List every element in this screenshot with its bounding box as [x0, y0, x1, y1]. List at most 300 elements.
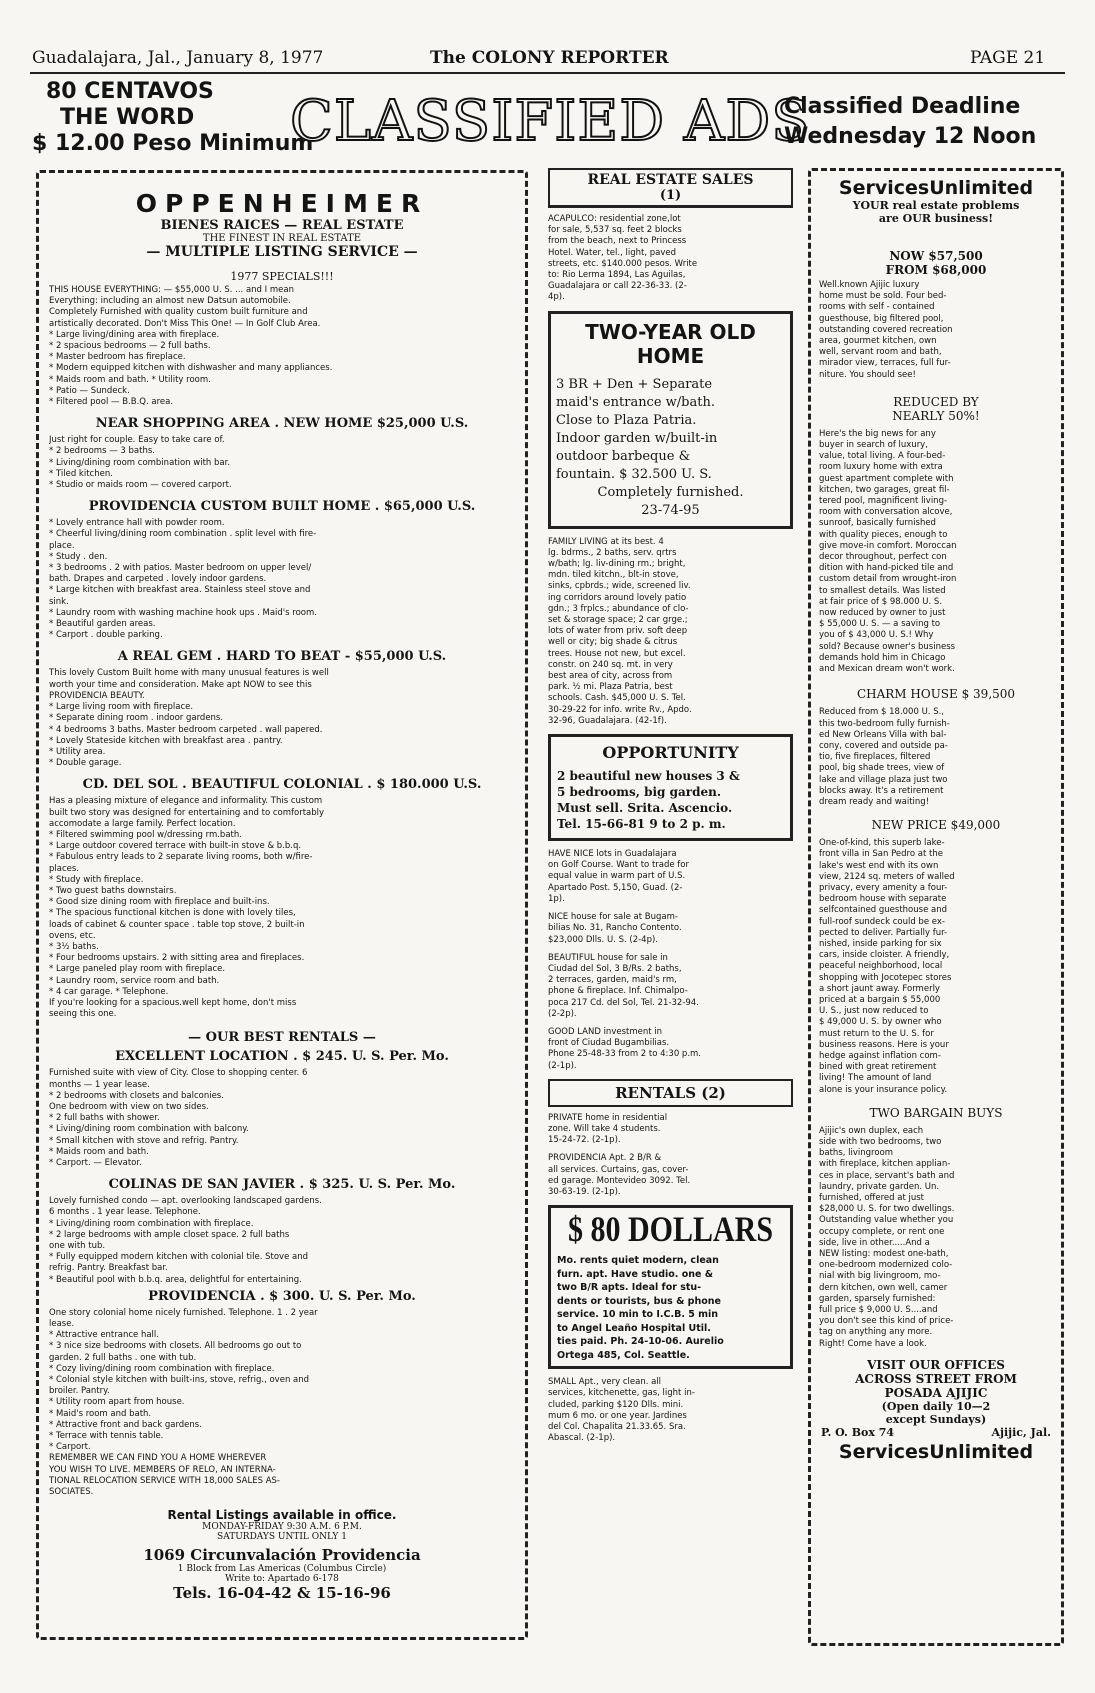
visit-line3: POSADA AJIJIC — [884, 1385, 988, 1400]
special-ad-5 — [49, 796, 515, 1020]
ad-line: * Patio — Sundeck. — [49, 385, 130, 396]
ad-line: now reduced by owner to just — [819, 608, 946, 619]
ad-line: * Utility room apart from house. — [49, 1397, 185, 1408]
rental-ad-3 — [49, 1308, 515, 1498]
ad-line: 23-74-95 — [641, 502, 700, 518]
ad-line: mum 6 mo. or one year. Jardines — [548, 1410, 687, 1421]
ad-line: phone & fireplace. Inf. Chimalpo- — [548, 986, 688, 997]
listing-nice-house — [548, 912, 793, 946]
ad-line: kitchen, two garages, great fil- — [819, 484, 950, 495]
ad-line: * 2 bedrooms — 3 baths. — [49, 446, 155, 457]
ad-line: front villa in San Pedro at the — [819, 849, 943, 860]
rate-line3: $ 12.00 Peso Minimum — [32, 131, 314, 156]
ad-line: maid's entrance w/bath. — [556, 394, 715, 410]
ad-line: * Modern equipped kitchen with dishwasher and many appliances. — [49, 363, 333, 374]
listing-heading: PROVIDENCIA CUSTOM BUILT HOME . $65,000 U.S. — [88, 499, 476, 515]
ad-title: TWO-YEAR OLD HOME — [585, 319, 756, 368]
ad-line: 1p). — [548, 893, 565, 904]
ad-line: bath. Drapes and carpeted . lovely indoor gardens. — [49, 574, 267, 585]
ad-line: place. — [49, 540, 75, 551]
ad-line: NICE house for sale at Bugam- — [548, 912, 678, 923]
ad-line: 6 months . 1 year lease. Telephone. — [49, 1207, 201, 1218]
ad-line: ces in place, servant's bath and — [819, 1170, 955, 1181]
ad-line: furn. apt. Have studio. one & — [557, 1268, 714, 1280]
page-number: PAGE 21 — [970, 48, 1046, 68]
ad-line: all services. Curtains, gas, cover- — [548, 1164, 689, 1175]
ad-line: * Lovely Stateside kitchen with breakfast area . pantry. — [49, 735, 283, 746]
ad-line: * Maids room and bath. * Utility room. — [49, 374, 211, 385]
ad-line: $28,000 U. S. for two dwellings. — [819, 1204, 955, 1215]
ad-line: months — 1 year lease. — [49, 1079, 150, 1090]
new-price-heading: NEW PRICE $49,000 — [871, 818, 1001, 833]
ad-line: * Two guest baths downstairs. — [49, 885, 177, 896]
ad-line: at fair price of $ 98.000 U. S. — [819, 596, 943, 607]
ad-line: Abascal. (2-1p). — [548, 1433, 616, 1444]
office-saturdays: SATURDAYS UNTIL ONLY 1 — [217, 1532, 347, 1543]
ad-line: * Large living room with fireplace. — [49, 702, 194, 713]
ad-line: gdn.; 3 frplcs.; abundance of clo- — [548, 603, 689, 614]
deadline-line2: Wednesday 12 Noon — [784, 124, 1037, 149]
real-estate-sales-header — [548, 168, 793, 208]
ad-line: dents or tourists, bus & phone — [557, 1295, 721, 1307]
ad-line: pool, big shade trees, view of — [819, 763, 945, 774]
ad-line: accomodate a large family. Perfect location. — [49, 818, 236, 829]
ad-line: seeing this one. — [49, 1009, 117, 1020]
ad-line: GOOD LAND investment in — [548, 1026, 663, 1037]
ad-line: 2 terraces, garden, maid's rm, — [548, 975, 677, 986]
ad-line: * 3 bedrooms . 2 with patios. Master bedroom on upper level/ — [49, 563, 312, 574]
ad-line: * Filtered swimming pool w/dressing rm.bath. — [49, 829, 242, 840]
ad-line: blocks away. It's a retirement — [819, 785, 944, 796]
ad-line: priced at a bargain $ 55,000 — [819, 994, 941, 1005]
ad-line: 4p). — [548, 292, 565, 303]
ad-line: * Carport. — [49, 1442, 91, 1453]
ad-line: peaceful neighborhood, local — [819, 961, 943, 972]
ad-line: HAVE NICE lots in Guadalajara — [548, 849, 677, 860]
oppenheimer-sub1: BIENES RAICES — REAL ESTATE — [160, 218, 404, 233]
special-ad-2 — [49, 435, 515, 491]
ad-line: services, kitchenette, gas, light in- — [548, 1388, 695, 1399]
ad-line: PRIVATE home in residential — [548, 1112, 668, 1123]
ad-line: ed garage. Montevideo 3092. Tel. — [548, 1175, 691, 1186]
ad-line: shopping with Jocotepec stores — [819, 972, 952, 983]
eighty-dollars-ad — [548, 1205, 793, 1369]
ad-line: room luxury home with extra — [819, 462, 943, 473]
ad-line: 30-63-19. (2-1p). — [548, 1186, 621, 1197]
ad-line: * Cheerful living/dining room combination . split level with fire- — [49, 529, 317, 540]
ad-line: ACAPULCO: residential zone,lot — [548, 214, 681, 224]
ad-line: Here's the big news for any — [819, 428, 936, 439]
ad-line: side, live in other.....And a — [819, 1237, 930, 1248]
ad-title: OPPORTUNITY — [602, 743, 739, 763]
ad-line: lots of water from priv. soft deep — [548, 626, 688, 637]
ad-line: one with tub. — [49, 1241, 106, 1252]
ad-line: bilias No. 31, Rancho Contento. — [548, 923, 682, 934]
open-hours: (Open daily 10—2 — [881, 1399, 991, 1413]
ad-line: Just right for couple. Easy to take care of. — [49, 435, 225, 446]
ad-line: lake's west end with its own — [819, 860, 939, 871]
ad-line: view, 2124 sq. meters of walled — [819, 871, 955, 882]
ad-line: tio, five fireplaces, filtered — [819, 752, 931, 763]
ad-line: ing corridors around lovely patio — [548, 592, 687, 603]
ad-line: hedge against inflation com- — [819, 1050, 941, 1061]
ad-line: Outstanding value whether you — [819, 1215, 954, 1226]
ad-line: * Large living/dining area with fireplace. — [49, 329, 220, 340]
ad-line: front of Ciudad Bugambilias. — [548, 1038, 670, 1049]
ad-line: loads of cabinet & counter space . table top stove, 2 built-in — [49, 919, 305, 930]
ad-line: del Col. Chapalita 21.33.65. Sra. — [548, 1421, 686, 1432]
ad-line: room with conversation alcove, — [819, 507, 953, 518]
listing-heading: CD. DEL SOL . BEAUTIFUL COLONIAL . $ 180.000 U.S. — [82, 777, 482, 793]
ad-line: Well.known Ajijic luxury — [819, 280, 920, 290]
ad-line: pected to deliver. Partially fur- — [819, 927, 948, 938]
ad-line: Phone 25-48-33 from 2 to 4:30 p.m. — [548, 1049, 702, 1060]
ad-line: trees. House not new, but excel. — [548, 648, 686, 659]
ad-line: * Lovely entrance hall with powder room. — [49, 518, 225, 529]
ad-line: * 2 large bedrooms with ample closet space. 2 full baths — [49, 1229, 290, 1240]
ad-line: * Maid's room and bath. — [49, 1408, 152, 1419]
ad-line: * Living/dining room combination with balcony. — [49, 1124, 249, 1135]
ad-line: * 4 car garage. * Telephone. — [49, 986, 169, 997]
office-telephones: Tels. 16-04-42 & 15-16-96 — [173, 1584, 391, 1603]
ad-line: sold? Because owner's business — [819, 641, 956, 652]
ad-line: * Good size dining room with fireplace and built-ins. — [49, 897, 270, 908]
ad-line: outdoor barbeque & — [556, 448, 691, 464]
ad-line: 15-24-72. (2-1p). — [548, 1135, 621, 1146]
office-address: 1069 Circunvalación Providencia — [143, 1546, 421, 1565]
ad-line: to Angel Leaño Hospital Util. — [557, 1322, 711, 1334]
ad-line: lg. bdrms., 2 baths, serv. qrtrs — [548, 547, 677, 558]
listing-have-nice-lots — [548, 849, 793, 905]
listing-reduced — [819, 429, 1053, 675]
ad-line: * The spacious functional kitchen is done with lovely tiles, — [49, 908, 296, 919]
ad-line: Tel. 15-66-81 9 to 2 p. m. — [557, 817, 726, 832]
two-bargain-heading: TWO BARGAIN BUYS — [869, 1105, 1003, 1120]
ad-line: refrig. Pantry. Breakfast bar. — [49, 1263, 168, 1274]
ad-line: cars, inside cloister. A friendly, — [819, 950, 950, 961]
intro-line1: YOUR real estate problems — [852, 199, 1020, 212]
ad-line: * Utility area. — [49, 746, 106, 757]
ad-line: nial with big livingroom, mo- — [819, 1271, 941, 1282]
ad-line: tag on anything any more. — [819, 1327, 933, 1338]
ad-line: * Colonial style kitchen with built-ins, stove, refrig., oven and — [49, 1375, 310, 1386]
ad-line: ovens, etc. — [49, 930, 96, 941]
ad-line: * Fabulous entry leads to 2 separate living rooms, both w/fire- — [49, 852, 313, 863]
ad-line: tered pool, magnificent living- — [819, 496, 948, 507]
ad-line: custom detail from wrought-iron — [819, 574, 957, 585]
ad-line: places. — [49, 863, 79, 874]
ad-line: garden, sparsely furnished: — [819, 1293, 936, 1304]
ad-line: best area of city, across from — [548, 671, 673, 682]
ad-line: * Study . den. — [49, 551, 108, 562]
ad-line: SMALL Apt., very clean. all — [548, 1377, 662, 1388]
ad-line: * 3 nice size bedrooms with closets. All bedrooms go out to — [49, 1341, 302, 1352]
listing-beautiful-house — [548, 953, 793, 1020]
ad-line: PROVIDENCIA Apt. 2 B/R & — [548, 1153, 662, 1164]
ad-line: privacy, every amenity a four- — [819, 882, 948, 893]
ad-line: laundry, private garden. Un. — [819, 1181, 940, 1192]
ad-line: $23,000 Dlls. U. S. (2-4p). — [548, 934, 658, 945]
ad-line: lake and village plaza just two — [819, 774, 948, 785]
ad-line: worth your time and consideration. Make apt NOW to see this — [49, 679, 312, 690]
ad-line: dern kitchen, own well, camer — [819, 1282, 948, 1293]
ad-line: selfcontained guesthouse and — [819, 905, 947, 916]
ad-line: fountain. $ 32.500 U. S. — [556, 466, 712, 482]
listing-heading: A REAL GEM . HARD TO BEAT - $55,000 U.S. — [117, 649, 447, 665]
rate-line1: 80 CENTAVOS — [46, 79, 214, 104]
ad-line: * Cozy living/dining room combination with fireplace. — [49, 1363, 275, 1374]
section-title: REAL ESTATE SALES — [587, 172, 754, 188]
ad-line: 32-96, Guadalajara. (42-1f). — [548, 715, 667, 726]
ad-line: * Large paneled play room with fireplace. — [49, 964, 226, 975]
listing-well-known — [819, 280, 1053, 381]
ad-line: * 3½ baths. — [49, 941, 99, 952]
ad-line: Indoor garden w/built-in — [556, 430, 718, 446]
ad-line: Close to Plaza Patria. — [556, 412, 697, 428]
ad-line: * Large kitchen with breakfast area. Stainless steel stove and — [49, 585, 311, 596]
po-box: P. O. Box 74 — [821, 1425, 895, 1439]
listing-new-price — [819, 838, 1053, 1096]
ad-line: FAMILY LIVING at its best. 4 — [548, 536, 664, 547]
ad-line: One-of-kind, this superb lake- — [819, 838, 945, 849]
reduced-line2: NEARLY 50%! — [892, 408, 980, 423]
special-ad-1 — [49, 285, 515, 408]
listing-heading: PROVIDENCIA . $ 300. U. S. Per. Mo. — [148, 1288, 416, 1304]
ad-line: with quality pieces, enough to — [819, 529, 948, 540]
rentals-header: RENTALS (2) — [548, 1079, 793, 1107]
specials-heading: 1977 SPECIALS!!! — [230, 270, 334, 283]
ad-line: from the beach, next to Princess — [548, 236, 687, 247]
ad-line: 3 BR + Den + Separate — [556, 376, 713, 392]
listing-charm-house — [819, 707, 1053, 808]
listing-heading: COLINAS DE SAN JAVIER . $ 325. U. S. Per. Mo. — [108, 1177, 456, 1193]
ad-line: home must be sold. Four bed- — [819, 291, 947, 302]
listing-heading: EXCELLENT LOCATION . $ 245. U. S. Per. Mo. — [115, 1049, 449, 1065]
ad-line: If you're looking for a spacious.well kept home, don't miss — [49, 997, 297, 1008]
ad-line: Has a pleasing mixture of elegance and informality. This custom — [49, 796, 323, 807]
ad-line: guesthouse, big filtered pool, — [819, 313, 944, 324]
ad-line: * Carport . double parking. — [49, 630, 163, 641]
open-except: except Sundays) — [885, 1412, 987, 1426]
ad-line: nished, inside parking for six — [819, 938, 942, 949]
oppenheimer-ad — [36, 170, 528, 1640]
ad-line: Must sell. Srita. Ascencio. — [557, 801, 733, 816]
visit-line1: VISIT OUR OFFICES — [867, 1357, 1005, 1372]
listing-small-apt — [548, 1377, 793, 1444]
rental-ad-1 — [49, 1068, 515, 1169]
ad-line: baths, livingroom — [819, 1148, 894, 1159]
ad-line: Hotel. Water, tel., light, paved — [548, 247, 676, 258]
ad-line: cony, covered and outside pa- — [819, 740, 948, 751]
ad-line: on Golf Course. Want to trade for — [548, 860, 689, 871]
ad-line: Guadalajara or call 22-36-33. (2- — [548, 281, 687, 292]
ad-line: sink. — [49, 596, 69, 607]
dateline: Guadalajara, Jal., January 8, 1977 — [32, 48, 324, 68]
ad-line: 30-29-22 for info. write Rv., Apdo. — [548, 704, 692, 715]
visit-line2: ACROSS STREET FROM — [855, 1371, 1017, 1386]
ad-line: (2-1p). — [548, 1060, 577, 1071]
rentals-heading: — OUR BEST RENTALS — — [188, 1030, 376, 1046]
ad-line: w/bath; lg. liv-dining rm.; bright, — [548, 559, 686, 570]
listing-heading: NEAR SHOPPING AREA . NEW HOME $25,000 U.S. — [95, 416, 469, 432]
ad-line: BEAUTIFUL house for sale in — [548, 952, 668, 963]
ad-line: NEW listing: modest one-bath, — [819, 1249, 949, 1260]
ad-line: * 2 bedrooms with closets and balconies. — [49, 1090, 224, 1101]
classified-ads-title: CLASSIFIED ADS — [290, 89, 811, 154]
ad-line: (2-2p). — [548, 1008, 577, 1019]
ad-line: * 4 bedrooms 3 baths. Master bedroom carpeted . wall papered. — [49, 724, 323, 735]
ad-line: SOCIATES. — [49, 1487, 94, 1498]
ad-line: Furnished suite with view of City. Close to shopping center. 6 — [49, 1068, 308, 1079]
ad-line: * Living/dining room combination with bar. — [49, 457, 231, 468]
ad-line: streets, etc. $140.000 pesos. Write — [548, 258, 698, 269]
ad-line: mirador view, terraces, full fur- — [819, 358, 951, 369]
ad-line: * Studio or maids room — covered carport. — [49, 480, 232, 491]
ad-line: This lovely Custom Built home with many unusual features is well — [49, 668, 329, 679]
charm-house-heading: CHARM HOUSE $ 39,500 — [856, 687, 1016, 702]
ad-line: * Beautiful garden areas. — [49, 619, 156, 630]
services-unlimited-ad — [808, 168, 1064, 1646]
ad-line: REMEMBER WE CAN FIND YOU A HOME WHEREVER — [49, 1453, 267, 1464]
ad-line: * Double garage. — [49, 758, 122, 769]
ad-line: built two story was designed for entertaining and to comfortably — [49, 807, 325, 818]
ad-line: sinks, cpbrds.; wide, screened liv. — [548, 581, 691, 592]
listing-two-bargain — [819, 1126, 1053, 1350]
listing-acapulco — [548, 214, 793, 304]
ad-line: bedroom house with separate — [819, 894, 947, 905]
ad-line: broiler. Pantry. — [49, 1386, 110, 1397]
ad-line: give move-in comfort. Moroccan — [819, 540, 957, 551]
ad-line: constr. on 240 sq. mt. in very — [548, 659, 673, 670]
office-hours: MONDAY-FRIDAY 9:30 A.M. 6 P.M. — [202, 1522, 362, 1533]
intro-line2: are OUR business! — [878, 212, 994, 225]
masthead-rule — [30, 72, 1065, 74]
ad-line: 2 beautiful new houses 3 & — [557, 769, 740, 784]
ad-line: buyer in search of luxury, — [819, 440, 928, 451]
ad-line: Completely Furnished with quality custom built furniture and — [49, 307, 308, 318]
ad-line: set & storage space; 2 car grge.; — [548, 615, 688, 626]
ad-line: and Mexican dream won't work. — [819, 664, 955, 675]
ad-line: Completely furnished. — [597, 484, 744, 500]
listing-private-home — [548, 1113, 793, 1147]
ajijic-location: Ajijic, Jal. — [991, 1425, 1051, 1439]
ad-line: Ortega 485, Col. Seattle. — [557, 1349, 690, 1361]
ad-line: service. 10 min to I.C.B. 5 min — [557, 1309, 719, 1321]
ad-line: side with two bedrooms, two — [819, 1137, 942, 1147]
ad-line: dream ready and waiting! — [819, 796, 930, 807]
ad-line: zone. Will take 4 students. — [548, 1123, 661, 1134]
ad-line: dition with hand-picked tile and — [819, 563, 954, 574]
section-number: (1) — [659, 188, 682, 203]
ad-line: lease. — [49, 1319, 75, 1330]
ad-line: $ 55,000 U. S. — a saving to — [819, 619, 941, 630]
ad-line: * Separate dining room . indoor gardens. — [49, 713, 224, 724]
office-mail: Write to: Apartado 6-178 — [225, 1574, 339, 1585]
ad-line: well or city; big shade & citrus — [548, 637, 678, 648]
ad-line: * Living/dining room combination with fireplace. — [49, 1218, 254, 1229]
ad-line: full-roof sundeck could be ex- — [819, 916, 945, 927]
ad-line: outstanding covered recreation — [819, 324, 953, 335]
ad-line: cluded, parking $120 Dlls. mini. — [548, 1399, 684, 1410]
ad-title: $ 80 DOLLARS — [567, 1209, 774, 1250]
listing-good-land — [548, 1027, 793, 1072]
services-unlimited-logo-bottom: ServicesUnlimited — [838, 1440, 1034, 1463]
rate-line2: THE WORD — [60, 105, 195, 130]
contact-row — [819, 1426, 1053, 1439]
ad-line: alone is your insurance policy. — [819, 1084, 948, 1095]
ad-line: with fireplace, kitchen applian- — [819, 1159, 951, 1170]
ad-line: $ 49,000 U. S. by owner who — [819, 1017, 942, 1028]
ad-line: poca 217 Cd. del Sol, Tel. 21-32-94. — [548, 997, 699, 1008]
ad-line: Everything: including an almost new Datsun automobile. — [49, 296, 291, 307]
ad-line: * Beautiful pool with b.b.q. area, delightful for entertaining. — [49, 1274, 302, 1285]
middle-column — [548, 168, 793, 1648]
ad-line: demands hold him in Chicago — [819, 652, 946, 663]
ad-line: rooms with self - contained — [819, 302, 935, 313]
oppenheimer-name: OPPENHEIMER — [135, 189, 429, 218]
ad-line: Right! Come have a look. — [819, 1338, 927, 1349]
ad-line: * 2 spacious bedrooms — 2 full baths. — [49, 341, 211, 352]
two-year-old-home-ad — [548, 311, 793, 529]
ad-line: * Laundry room, service room and bath. — [49, 975, 220, 986]
ad-line: a short jaunt away. Formerly — [819, 983, 940, 994]
ad-line: two B/R apts. Ideal for stu- — [557, 1282, 702, 1294]
ad-line: * Maids room and bath. — [49, 1146, 149, 1157]
ad-line: business reasons. Here is your — [819, 1039, 949, 1050]
ad-line: * Laundry room with washing machine hook ups . Maid's room. — [49, 607, 317, 618]
ad-line: * Filtered pool — B.B.Q. area. — [49, 397, 174, 408]
ad-line: * Master bedroom has fireplace. — [49, 352, 186, 363]
ad-line: Lovely furnished condo — apt. overlooking landscaped gardens. — [49, 1196, 322, 1207]
ad-line: guest apartment complete with — [819, 473, 954, 484]
ad-line: one-bedroom modernized colo- — [819, 1260, 953, 1271]
ad-line: you don't see this kind of price- — [819, 1316, 954, 1327]
ad-line: mdn. tiled kitchn., blt-in stove, — [548, 570, 679, 581]
ad-line: One bedroom with view on two sides. — [49, 1101, 209, 1112]
ad-line: area, gourmet kitchen, own — [819, 336, 937, 347]
ad-line: U. S., just now reduced to — [819, 1006, 929, 1017]
ad-line: you of $ 43,000 U. S.! Why — [819, 630, 934, 641]
ad-line: * Large outdoor covered terrace with built-in stove & b.b.q. — [49, 841, 302, 852]
rental-ad-2 — [49, 1196, 515, 1286]
ad-line: equal value in warm part of U.S. — [548, 871, 686, 882]
oppenheimer-sub3: — MULTIPLE LISTING SERVICE — — [146, 244, 418, 260]
ad-line: living! The amount of land — [819, 1073, 932, 1084]
ad-line: occupy complete, or rent one — [819, 1226, 945, 1237]
listing-family-living — [548, 537, 793, 727]
ad-line: well, servant room and bath, — [819, 347, 942, 358]
office-listings: Rental Listings available in office. — [167, 1508, 397, 1523]
price-from: FROM $68,000 — [885, 263, 987, 277]
ad-line: Reduced from $ 18.000 U. S., — [819, 707, 944, 718]
ad-line: park. ½ mi. Plaza Patria, best — [548, 682, 673, 693]
ad-line: ties paid. Ph. 24-10-06. Aurelio — [557, 1336, 724, 1348]
ad-line: bined with great retirement — [819, 1062, 937, 1073]
ad-line: this two-bedroom fully furnish- — [819, 718, 950, 729]
ad-line: sunroof, basically furnished — [819, 518, 936, 529]
ad-line: One story colonial home nicely furnished. Telephone. 1 . 2 year — [49, 1307, 318, 1318]
ad-line: value, total living. A four-bed- — [819, 451, 946, 462]
ad-line: for sale, 5,537 sq. feet 2 blocks — [548, 225, 682, 236]
ad-line: Ajijic's own duplex, each — [819, 1125, 924, 1136]
ad-body — [556, 376, 785, 520]
ad-line: * Fully equipped modern kitchen with colonial tile. Stove and — [49, 1252, 309, 1263]
special-ad-4 — [49, 668, 515, 769]
ad-line: * Carport. — Elevator. — [49, 1158, 142, 1168]
ad-line: garden. 2 full baths . one with tub. — [49, 1352, 197, 1363]
ad-body — [557, 1254, 784, 1362]
ad-line: furnished, offered at just — [819, 1193, 924, 1204]
